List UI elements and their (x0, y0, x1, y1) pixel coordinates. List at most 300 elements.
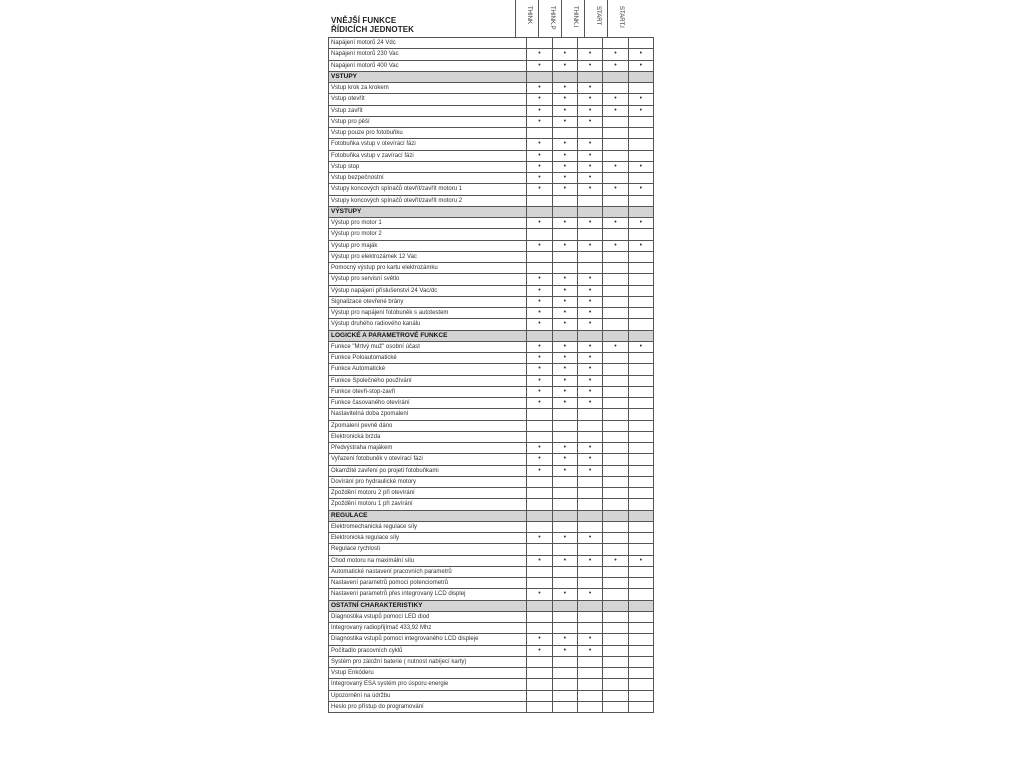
feature-cell (578, 263, 603, 274)
feature-cell: • (578, 116, 603, 127)
feature-cell (552, 71, 577, 82)
feature-cell (578, 330, 603, 341)
table-row (329, 319, 654, 330)
feature-label: Výstup pro maják (329, 240, 527, 251)
feature-cell (527, 690, 552, 701)
feature-cell (603, 701, 628, 712)
feature-cell (552, 623, 577, 634)
feature-cell (603, 431, 628, 442)
feature-cell: • (603, 60, 628, 71)
feature-cell: • (552, 353, 577, 364)
feature-cell: • (628, 60, 653, 71)
feature-cell (603, 195, 628, 206)
feature-cell (552, 330, 577, 341)
feature-cell (628, 679, 653, 690)
feature-cell: • (578, 386, 603, 397)
feature-cell (578, 420, 603, 431)
feature-cell (603, 420, 628, 431)
feature-cell: • (527, 49, 552, 60)
feature-cell (603, 206, 628, 217)
feature-label: Výstup druhého radiového kanálu (329, 319, 527, 330)
table-row (329, 364, 654, 375)
feature-cell (527, 623, 552, 634)
table-row (329, 476, 654, 487)
feature-cell: • (527, 296, 552, 307)
feature-label: Heslo pro přístup do programování (329, 701, 527, 712)
feature-cell (603, 398, 628, 409)
feature-cell (603, 274, 628, 285)
table-row (329, 465, 654, 476)
feature-cell: • (603, 49, 628, 60)
feature-cell (603, 386, 628, 397)
feature-cell: • (628, 555, 653, 566)
feature-cell: • (628, 161, 653, 172)
feature-cell (578, 566, 603, 577)
feature-cell (552, 420, 577, 431)
feature-cell (603, 656, 628, 667)
feature-cell (603, 465, 628, 476)
feature-cell (603, 128, 628, 139)
feature-cell (603, 690, 628, 701)
feature-label: Nastavení parametrů pomocí potenciometrů (329, 578, 527, 589)
feature-cell: • (552, 94, 577, 105)
table-row (329, 386, 654, 397)
feature-label: Vstupy koncových spínačů otevřít/zavřít motoru 2 (329, 195, 527, 206)
feature-cell: • (578, 308, 603, 319)
feature-cell (552, 690, 577, 701)
table-row (329, 679, 654, 690)
feature-cell (628, 116, 653, 127)
title-line-2: ŘÍDICÍCH JEDNOTEK (331, 24, 415, 34)
table-row (329, 544, 654, 555)
feature-cell: • (578, 173, 603, 184)
feature-cell: • (578, 274, 603, 285)
feature-cell (603, 668, 628, 679)
feature-cell (578, 499, 603, 510)
feature-cell: • (527, 353, 552, 364)
feature-cell (603, 623, 628, 634)
feature-cell (603, 285, 628, 296)
feature-cell: • (603, 218, 628, 229)
feature-cell (552, 488, 577, 499)
feature-cell: • (603, 555, 628, 566)
feature-label: Funkce Společného používání (329, 375, 527, 386)
feature-label: Pomocný výstup pro kartu elektrozámku (329, 263, 527, 274)
feature-label: Vstup pro pěší (329, 116, 527, 127)
feature-cell (527, 71, 552, 82)
table-row (329, 589, 654, 600)
feature-label: Vstup Enkóderu (329, 668, 527, 679)
feature-cell (578, 206, 603, 217)
table-row (329, 634, 654, 645)
feature-rows (329, 38, 654, 713)
feature-cell (578, 600, 603, 611)
feature-cell (603, 634, 628, 645)
feature-cell (628, 251, 653, 262)
feature-label: Výstup pro servisní světlo (329, 274, 527, 285)
feature-cell (603, 296, 628, 307)
feature-cell: • (552, 465, 577, 476)
feature-cell: • (527, 83, 552, 94)
feature-cell: • (552, 218, 577, 229)
feature-cell (628, 285, 653, 296)
feature-cell (603, 589, 628, 600)
feature-cell (552, 499, 577, 510)
feature-cell: • (527, 555, 552, 566)
feature-cell: • (628, 341, 653, 352)
feature-cell: • (578, 285, 603, 296)
feature-cell (628, 150, 653, 161)
feature-cell: • (603, 184, 628, 195)
feature-cell (552, 566, 577, 577)
feature-label: Fotobuňka vstup v otevírací fázi (329, 139, 527, 150)
feature-cell (578, 195, 603, 206)
feature-cell (628, 656, 653, 667)
feature-label: Výstup pro napájení fotobuněk s autotestem (329, 308, 527, 319)
title-line-1: VNĚJŠÍ FUNKCE (331, 16, 397, 25)
feature-cell: • (527, 184, 552, 195)
feature-cell (603, 645, 628, 656)
feature-cell: • (527, 375, 552, 386)
feature-cell: • (603, 94, 628, 105)
feature-cell: • (578, 49, 603, 60)
feature-cell: • (527, 139, 552, 150)
feature-cell (603, 544, 628, 555)
feature-cell: • (578, 398, 603, 409)
feature-cell (603, 71, 628, 82)
feature-cell (527, 38, 552, 49)
feature-cell: • (527, 60, 552, 71)
feature-cell (603, 38, 628, 49)
feature-cell: • (527, 454, 552, 465)
feature-cell: • (578, 184, 603, 195)
feature-cell: • (578, 353, 603, 364)
feature-cell (578, 623, 603, 634)
feature-label: Nastavení parametrů přes integrovaný LCD displej (329, 589, 527, 600)
feature-label: Vstup otevřít (329, 94, 527, 105)
feature-label: Elektromechanická regulace síly (329, 521, 527, 532)
feature-label: Vstup krok za krokem (329, 83, 527, 94)
feature-cell: • (527, 173, 552, 184)
feature-cell (527, 206, 552, 217)
feature-label: Výstup napájení příslušenství 24 Vac/dc (329, 285, 527, 296)
feature-cell (552, 611, 577, 622)
feature-cell (603, 499, 628, 510)
feature-cell (628, 386, 653, 397)
feature-cell: • (552, 150, 577, 161)
section-header-row (329, 206, 654, 217)
table-row (329, 218, 654, 229)
table-row (329, 128, 654, 139)
feature-cell: • (578, 375, 603, 386)
feature-cell: • (527, 161, 552, 172)
feature-cell: • (552, 240, 577, 251)
section-header-row (329, 510, 654, 521)
feature-cell (628, 263, 653, 274)
feature-cell: • (578, 341, 603, 352)
feature-cell (527, 420, 552, 431)
feature-cell: • (552, 116, 577, 127)
feature-cell: • (578, 634, 603, 645)
feature-cell: • (628, 105, 653, 116)
feature-cell (578, 690, 603, 701)
feature-cell: • (578, 589, 603, 600)
feature-cell (552, 544, 577, 555)
feature-cell (552, 38, 577, 49)
table-row (329, 94, 654, 105)
feature-cell: • (628, 240, 653, 251)
feature-cell (628, 206, 653, 217)
feature-cell (527, 701, 552, 712)
feature-cell: • (578, 105, 603, 116)
feature-cell (578, 431, 603, 442)
feature-cell (578, 510, 603, 521)
feature-cell (552, 476, 577, 487)
feature-cell (527, 251, 552, 262)
feature-cell (552, 431, 577, 442)
feature-cell (603, 454, 628, 465)
feature-label: Diagnostika vstupů pomocí integrovaného LCD displeje (329, 634, 527, 645)
feature-cell: • (527, 308, 552, 319)
feature-cell: • (578, 150, 603, 161)
feature-cell (527, 600, 552, 611)
feature-cell: • (552, 443, 577, 454)
feature-cell: • (527, 589, 552, 600)
feature-label: Fotobuňka vstup v zavírací fázi (329, 150, 527, 161)
feature-label: Okamžité zavření po projetí fotobuňkami (329, 465, 527, 476)
section-title: OSTATNÍ CHARAKTERISTIKY (329, 600, 527, 611)
table-row (329, 668, 654, 679)
feature-cell (527, 544, 552, 555)
feature-cell: • (578, 454, 603, 465)
feature-label: Vstup bezpečnostní (329, 173, 527, 184)
feature-cell (628, 173, 653, 184)
feature-cell (527, 578, 552, 589)
feature-cell (628, 431, 653, 442)
feature-label: Počítadlo pracovních cyklů (329, 645, 527, 656)
feature-cell (628, 634, 653, 645)
feature-cell (578, 521, 603, 532)
column-header-think-p: THINK.P (538, 0, 561, 37)
feature-cell (603, 330, 628, 341)
feature-cell: • (527, 285, 552, 296)
feature-cell: • (552, 83, 577, 94)
feature-cell (527, 263, 552, 274)
section-header-row (329, 71, 654, 82)
feature-cell (603, 229, 628, 240)
feature-cell: • (527, 150, 552, 161)
feature-cell: • (527, 274, 552, 285)
feature-cell (603, 476, 628, 487)
table-row (329, 83, 654, 94)
feature-cell (628, 83, 653, 94)
feature-cell (552, 206, 577, 217)
feature-cell (603, 375, 628, 386)
feature-cell (628, 566, 653, 577)
feature-label: Integrovaný ESA systém pro úsporu energie (329, 679, 527, 690)
feature-cell: • (552, 274, 577, 285)
feature-cell (578, 229, 603, 240)
feature-cell: • (527, 341, 552, 352)
feature-cell (628, 521, 653, 532)
feature-cell: • (552, 364, 577, 375)
feature-cell: • (552, 533, 577, 544)
feature-label: Elektronická regulace síly (329, 533, 527, 544)
table-row (329, 184, 654, 195)
feature-cell: • (578, 319, 603, 330)
table-row (329, 533, 654, 544)
feature-cell: • (527, 218, 552, 229)
feature-cell (628, 364, 653, 375)
feature-cell: • (552, 375, 577, 386)
feature-label: Funkce "Mrtvý muž" osobní účast (329, 341, 527, 352)
feature-label: Signalizace otevřené brány (329, 296, 527, 307)
section-header-row (329, 600, 654, 611)
feature-label: Funkce časovaného otevírání (329, 398, 527, 409)
table-row (329, 690, 654, 701)
feature-cell (552, 668, 577, 679)
feature-cell (578, 544, 603, 555)
feature-cell (628, 353, 653, 364)
feature-cell (628, 623, 653, 634)
table-title (331, 17, 414, 34)
feature-label: Vstupy koncových spínačů otevřít/zavřít motoru 1 (329, 184, 527, 195)
feature-cell: • (552, 60, 577, 71)
feature-cell: • (628, 94, 653, 105)
feature-cell (628, 611, 653, 622)
feature-cell (552, 251, 577, 262)
feature-cell (527, 330, 552, 341)
feature-cell: • (603, 105, 628, 116)
table-row (329, 263, 654, 274)
feature-cell (628, 398, 653, 409)
table-row (329, 229, 654, 240)
section-title: VÝSTUPY (329, 206, 527, 217)
feature-cell (552, 600, 577, 611)
table-row (329, 49, 654, 60)
feature-label: Diagnostika vstupů pomocí LED diod (329, 611, 527, 622)
table-row (329, 555, 654, 566)
feature-cell: • (628, 184, 653, 195)
feature-cell: • (552, 173, 577, 184)
feature-cell (552, 263, 577, 274)
table-header (328, 0, 654, 37)
table-row (329, 60, 654, 71)
feature-cell (527, 611, 552, 622)
table-row (329, 611, 654, 622)
feature-label: Výstup pro elektrozámek 12 Vac (329, 251, 527, 262)
feature-cell (628, 589, 653, 600)
feature-cell: • (527, 645, 552, 656)
feature-cell (603, 139, 628, 150)
feature-label: Chod motoru na maximální sílu (329, 555, 527, 566)
feature-cell: • (578, 83, 603, 94)
feature-cell: • (578, 60, 603, 71)
feature-label: Funkce otevři-stop-zavři (329, 386, 527, 397)
feature-cell (628, 229, 653, 240)
feature-cell (603, 116, 628, 127)
feature-cell: • (552, 296, 577, 307)
feature-cell (628, 668, 653, 679)
table-row (329, 274, 654, 285)
feature-cell (552, 521, 577, 532)
column-header-start-i: START.I (607, 0, 630, 37)
column-header-think-i: THINK.I (561, 0, 584, 37)
table-row (329, 353, 654, 364)
table-row (329, 139, 654, 150)
feature-cell (527, 128, 552, 139)
feature-cell (628, 701, 653, 712)
feature-cell: • (527, 386, 552, 397)
feature-cell (552, 409, 577, 420)
feature-cell (628, 319, 653, 330)
feature-cell (527, 566, 552, 577)
feature-label: Napájení motorů 24 Vdc (329, 38, 527, 49)
feature-label: Vstup stop (329, 161, 527, 172)
feature-cell: • (603, 240, 628, 251)
feature-label: Integrovaný radiopřijímač 433,92 Mhz (329, 623, 527, 634)
feature-cell: • (552, 49, 577, 60)
feature-cell (527, 488, 552, 499)
feature-cell: • (552, 308, 577, 319)
feature-label: Výstup pro motor 1 (329, 218, 527, 229)
feature-label: Elektronická brzda (329, 431, 527, 442)
feature-cell (603, 566, 628, 577)
feature-cell: • (552, 645, 577, 656)
feature-cell (578, 656, 603, 667)
feature-cell (578, 668, 603, 679)
feature-cell (578, 38, 603, 49)
feature-cell: • (552, 105, 577, 116)
table-row (329, 308, 654, 319)
feature-cell: • (578, 364, 603, 375)
feature-cell (578, 488, 603, 499)
feature-cell: • (527, 364, 552, 375)
feature-cell (603, 510, 628, 521)
feature-label: Vstup zavřít (329, 105, 527, 116)
feature-cell (603, 409, 628, 420)
feature-cell: • (552, 555, 577, 566)
feature-cell: • (552, 398, 577, 409)
table-row (329, 375, 654, 386)
feature-label: Vyřazení fotobuněk v otevírací fázi (329, 454, 527, 465)
feature-label: Funkce Automatické (329, 364, 527, 375)
table-row (329, 116, 654, 127)
table-row (329, 240, 654, 251)
feature-cell (628, 139, 653, 150)
column-header-start: START (584, 0, 607, 37)
feature-cell (527, 229, 552, 240)
feature-cell (578, 71, 603, 82)
feature-cell: • (578, 161, 603, 172)
feature-cell: • (552, 139, 577, 150)
section-header-row (329, 330, 654, 341)
feature-cell (578, 476, 603, 487)
feature-cell (628, 533, 653, 544)
table-row (329, 701, 654, 712)
feature-label: Funkce Poloautomatické (329, 353, 527, 364)
feature-label: Předvýstraha majákem (329, 443, 527, 454)
feature-label: Nastavitelná doba zpomalení (329, 409, 527, 420)
feature-cell (603, 521, 628, 532)
feature-cell: • (603, 341, 628, 352)
feature-cell (552, 656, 577, 667)
feature-cell (603, 600, 628, 611)
feature-cell (603, 83, 628, 94)
feature-cell: • (578, 94, 603, 105)
feature-cell: • (552, 386, 577, 397)
feature-cell: • (628, 49, 653, 60)
